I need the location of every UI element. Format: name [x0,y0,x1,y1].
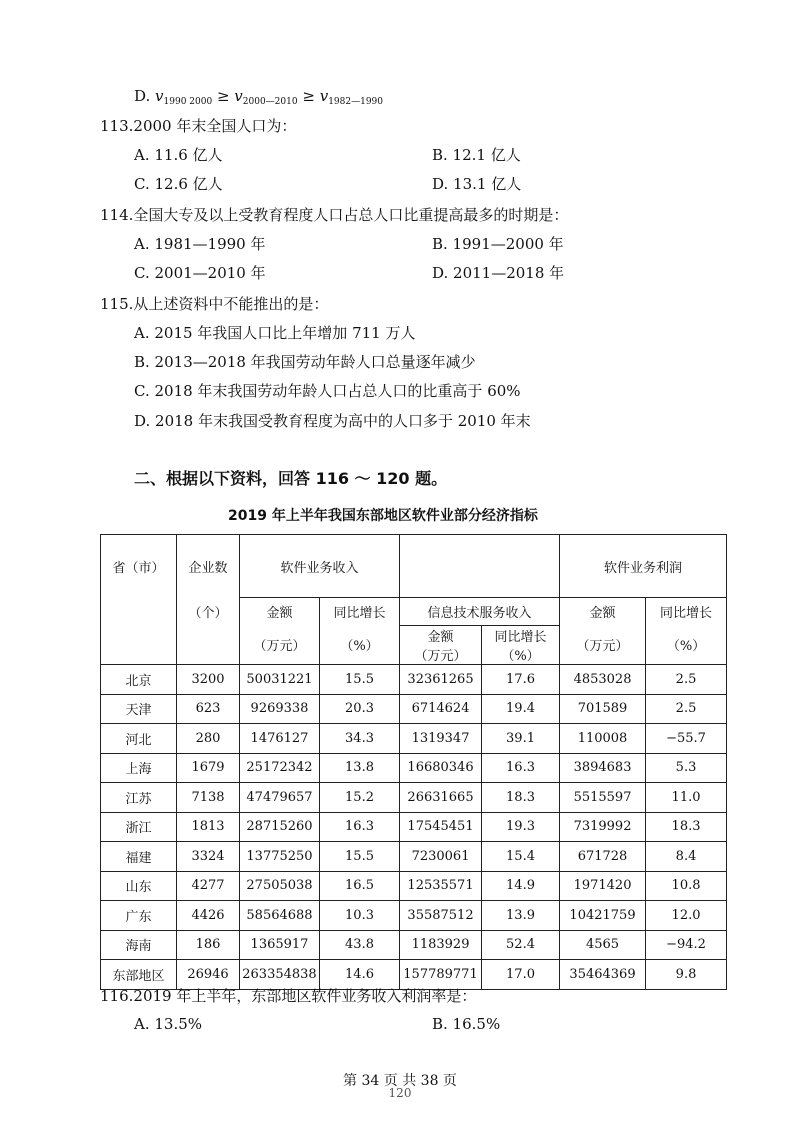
province-cell: 北京 [101,665,177,695]
province-cell: 天津 [101,694,177,724]
value-cell: 3324 [177,842,240,872]
value-cell: 4426 [177,901,240,931]
value-cell: 28715260 [240,812,320,842]
q113-option-b: B. 12.1 亿人 [432,146,521,164]
header-it-service: 信息技术服务收入 [400,598,560,626]
table-row [101,842,727,872]
value-cell: 13.9 [482,901,560,931]
value-cell: 32361265 [400,665,482,695]
value-cell: 623 [177,694,240,724]
province-cell: 广东 [101,901,177,931]
value-cell: 50031221 [240,665,320,695]
q114-option-b: B. 1991—2000 年 [432,235,564,253]
table-row [101,812,727,842]
value-cell: 11.0 [646,783,727,813]
value-cell: 12.0 [646,901,727,931]
value-cell: 20.3 [320,694,400,724]
page-number: 120 [388,1086,412,1100]
value-cell: 9.8 [646,960,727,990]
value-cell: 157789771 [400,960,482,990]
table-row [101,930,727,960]
value-cell: 8.4 [646,842,727,872]
header-revenue: 软件业务收入 [240,535,400,598]
table-row [101,901,727,931]
value-cell: 7230061 [400,842,482,872]
q116-option-b: B. 16.5% [432,1015,501,1033]
province-cell: 福建 [101,842,177,872]
value-cell: 7319992 [560,812,646,842]
value-cell: 6714624 [400,694,482,724]
value-cell: 2.5 [646,694,727,724]
value-cell: 5.3 [646,753,727,783]
value-cell: 39.1 [482,724,560,754]
q113-option-d: D. 13.1 亿人 [432,175,522,193]
value-cell: 47479657 [240,783,320,813]
q115-option-b: B. 2013—2018 年我国劳动年龄人口总量逐年减少 [134,353,476,371]
value-cell: 25172342 [240,753,320,783]
q114-option-c: C. 2001—2010 年 [134,264,266,282]
value-cell: 9269338 [240,694,320,724]
table-row [101,783,727,813]
value-cell: 10.3 [320,901,400,931]
header-profit: 软件业务利润 [560,535,727,598]
table-row [101,960,727,990]
value-cell: 16.5 [320,871,400,901]
value-cell: 4277 [177,871,240,901]
value-cell: 13775250 [240,842,320,872]
value-cell: 1365917 [240,930,320,960]
table-title: 2019 年上半年我国东部地区软件业部分经济指标 [228,508,538,524]
table-row [101,694,727,724]
value-cell: 1971420 [560,871,646,901]
value-cell: 671728 [560,842,646,872]
province-cell: 河北 [101,724,177,754]
value-cell: 10.8 [646,871,727,901]
header-province: 省（市） [101,535,177,598]
value-cell: 1183929 [400,930,482,960]
value-cell: −94.2 [646,930,727,960]
value-cell: 17545451 [400,812,482,842]
header-revenue-growth: 同比增长 [320,598,400,626]
value-cell: 1813 [177,812,240,842]
q113-stem: 113.2000 年末全国人口为： [100,117,297,135]
value-cell: 26631665 [400,783,482,813]
header-profit-amount: 金额 [560,598,646,626]
section-title: 二、根据以下资料，回答 116 ～ 120 题。 [134,469,448,488]
value-cell: 3894683 [560,753,646,783]
value-cell: 18.3 [482,783,560,813]
value-cell: 14.6 [320,960,400,990]
header-count: 企业数 [177,535,240,598]
value-cell: 3200 [177,665,240,695]
q115-option-d: D. 2018 年末我国受教育程度为高中的人口多于 2010 年末 [134,412,531,430]
q113-option-a: A. 11.6 亿人 [134,146,223,164]
value-cell: 15.5 [320,665,400,695]
header-it-service-spacer [400,535,560,598]
value-cell: 26946 [177,960,240,990]
value-cell: 1476127 [240,724,320,754]
table-row [101,665,727,695]
header-profit-amount-unit: （万元） [560,626,646,665]
q114-option-d: D. 2011—2018 年 [432,264,565,282]
value-cell: 7138 [177,783,240,813]
header-province-cont [101,598,177,626]
value-cell: 17.6 [482,665,560,695]
value-cell: 10421759 [560,901,646,931]
value-cell: 701589 [560,694,646,724]
province-cell: 上海 [101,753,177,783]
table-row [101,753,727,783]
value-cell: 35464369 [560,960,646,990]
table-row [101,724,727,754]
q114-option-a: A. 1981—1990 年 [134,235,266,253]
value-cell: 58564688 [240,901,320,931]
value-cell: 19.4 [482,694,560,724]
header-count-end [177,626,240,665]
value-cell: 16.3 [320,812,400,842]
q115-option-a: A. 2015 年我国人口比上年增加 711 万人 [134,324,416,342]
province-cell: 海南 [101,930,177,960]
value-cell: 1319347 [400,724,482,754]
value-cell: 34.3 [320,724,400,754]
q114-stem: 114.全国大专及以上受教育程度人口占总人口比重提高最多的时期是： [100,206,569,224]
value-cell: 15.5 [320,842,400,872]
value-cell: 16680346 [400,753,482,783]
value-cell: 35587512 [400,901,482,931]
value-cell: 280 [177,724,240,754]
header-profit-growth-unit: （%） [646,626,727,665]
province-cell: 山东 [101,871,177,901]
value-cell: 4853028 [560,665,646,695]
header-revenue-amount: 金额 [240,598,320,626]
q112-option-d: D. $v_{1990 2000} \ge v_{2000—2010} \ge v_{1982—1990}$ [134,87,383,107]
q115-stem: 115.从上述资料中不能推出的是： [100,295,329,313]
value-cell: 52.4 [482,930,560,960]
header-revenue-amount-unit: （万元） [240,626,320,665]
value-cell: 17.0 [482,960,560,990]
province-cell: 江苏 [101,783,177,813]
data-table [100,534,727,990]
value-cell: 12535571 [400,871,482,901]
value-cell: 5515597 [560,783,646,813]
q116-option-a: A. 13.5% [134,1015,203,1033]
value-cell: 4565 [560,930,646,960]
value-cell: 15.2 [320,783,400,813]
value-cell: 27505038 [240,871,320,901]
table-row [101,871,727,901]
value-cell: 2.5 [646,665,727,695]
value-cell: 263354838 [240,960,320,990]
value-cell: 1679 [177,753,240,783]
q116-stem: 116.2019 年上半年，东部地区软件业务收入利润率是： [100,987,477,1005]
value-cell: 13.8 [320,753,400,783]
value-cell: 186 [177,930,240,960]
value-cell: 15.4 [482,842,560,872]
value-cell: 14.9 [482,871,560,901]
header-it-growth: 同比增长 （%） [482,626,560,665]
header-count-unit: （个） [177,598,240,626]
header-it-amount: 金额 （万元） [400,626,482,665]
page-footer: 第 34 页 共 38 页 [343,1073,457,1089]
q115-option-c: C. 2018 年末我国劳动年龄人口占总人口的比重高于 60% [134,382,521,400]
value-cell: 110008 [560,724,646,754]
q113-option-c: C. 12.6 亿人 [134,175,223,193]
province-cell: 东部地区 [101,960,177,990]
province-cell: 浙江 [101,812,177,842]
value-cell: 19.3 [482,812,560,842]
value-cell: 43.8 [320,930,400,960]
value-cell: 18.3 [646,812,727,842]
value-cell: −55.7 [646,724,727,754]
header-revenue-growth-unit: （%） [320,626,400,665]
value-cell: 16.3 [482,753,560,783]
header-profit-growth: 同比增长 [646,598,727,626]
header-province-end [101,626,177,665]
